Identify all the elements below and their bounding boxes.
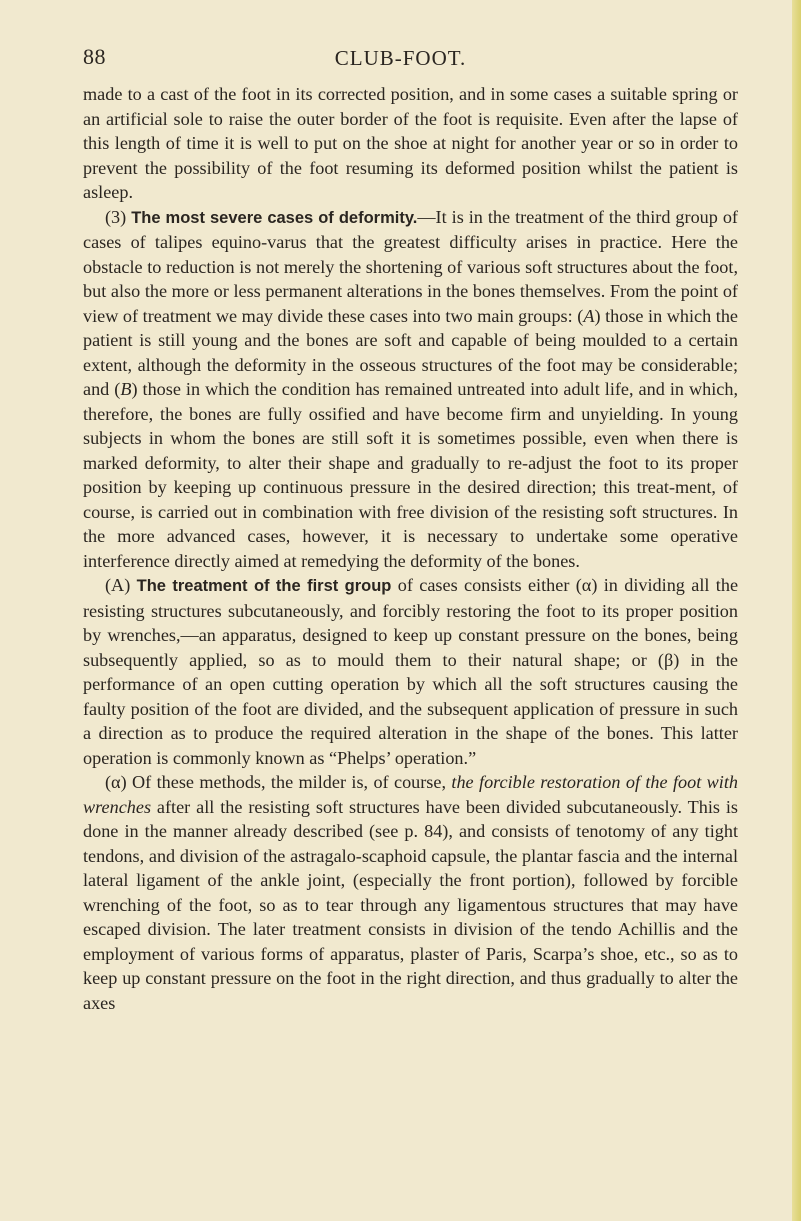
paragraph-text: of cases consists either (α) in dividing all the resisting structures subcutaneously, and forcibly restoring the foot to its proper position by wrenches,—an apparatus, designed to keep up constant pressure on the bones, being subsequently applied, so as to mould them to their natural shape; or (β) in the performance of an open cutting operation by which all the soft structures causing the faulty position of the foot are divided, and the subsequent application of pressure in such a direction as to produce the required alteration in the shape of the bones. This latter operation is commonly known as “Phelps’ operation.” bbox=[83, 575, 739, 768]
page-header bbox=[0, 44, 801, 78]
paragraph-text: ) those in which the condition has remained untreated into adult life, and in which, therefore, the bones are fully ossified and have become firm and unyielding. In young subjects in whom the bones are still soft it is sometimes possible, even when there is marked deformity, to alter their shape and gradually to re-adjust the foot to its proper position by keeping up continuous pressure in the desired direction; this treat-ment, of course, is carried out in combination with free division of the resisting soft structures. In the more advanced cases, however, it is necessary to undertake some operative interference directly aimed at remedying the deformity of the bones. bbox=[83, 379, 738, 571]
group-letter-a: A bbox=[583, 305, 595, 326]
paragraph-first-group bbox=[83, 573, 738, 770]
paragraph-text: —It is in the treatment of the third group of cases of talipes equino-varus that the greatest difficulty arises in practice. Here the obstacle to reduction is not merely the shortening of various soft structures about the foot, but also the more or less permanent alterations in the bones themselves. From the point of view of treatment we may divide these cases into two main groups: ( bbox=[83, 206, 738, 326]
paragraph-severe-cases bbox=[83, 205, 738, 574]
italic-term: the forcible restoration of the foot with wrenches bbox=[83, 772, 738, 817]
section-number: (3) bbox=[105, 206, 132, 227]
section-heading: The most severe cases of deformity. bbox=[131, 208, 418, 227]
paragraph-milder-method bbox=[83, 770, 738, 1015]
group-letter-b: B bbox=[120, 379, 132, 399]
running-head: CLUB-FOOT. bbox=[334, 46, 467, 70]
body-text bbox=[83, 82, 738, 1015]
paragraph-text: after all the resisting soft structures have been divided subcutaneously. This is done in the manner already described (see p. 84), and consists of tenotomy of any tight tendons, and division of the astragalo-scaphoid capsule, the plantar fascia and the internal lateral ligament of the ankle joint, (especially the front portion), followed by forcible wrenching of the foot, so as to tear through any ligamentous structures that may have escaped division. The later treatment consists in division of the tendo Achillis and the employment of various forms of apparatus, plaster of Paris, Scarpa’s shoe, etc., so as to keep up constant pressure on the foot in the right direction, and thus gradually to alter the axes bbox=[83, 796, 738, 1013]
section-number: (A) bbox=[105, 575, 137, 595]
paragraph-continuation bbox=[83, 82, 738, 205]
page-number: 88 bbox=[83, 44, 106, 69]
section-heading: The treatment of the first group bbox=[136, 577, 392, 595]
paragraph-text: ) those in which the patient is still young and the bones are soft and capable of being moulded to a certain extent, although the deformity in the osseous structures of the foot may be considerable; and ( bbox=[83, 305, 738, 399]
paragraph-text: made to a cast of the foot in its corrected position, and in some cases a suitable spring or an artificial sole to raise the outer border of the foot is requisite. Even after the lapse of this length of time it is well to put on the shoe at night for another year or so in order to prevent the possibility of the foot resuming its deformed position whilst the patient is asleep. bbox=[83, 84, 738, 202]
paragraph-text: (α) Of these methods, the milder is, of course, bbox=[105, 772, 452, 792]
page-edge bbox=[792, 0, 801, 1221]
